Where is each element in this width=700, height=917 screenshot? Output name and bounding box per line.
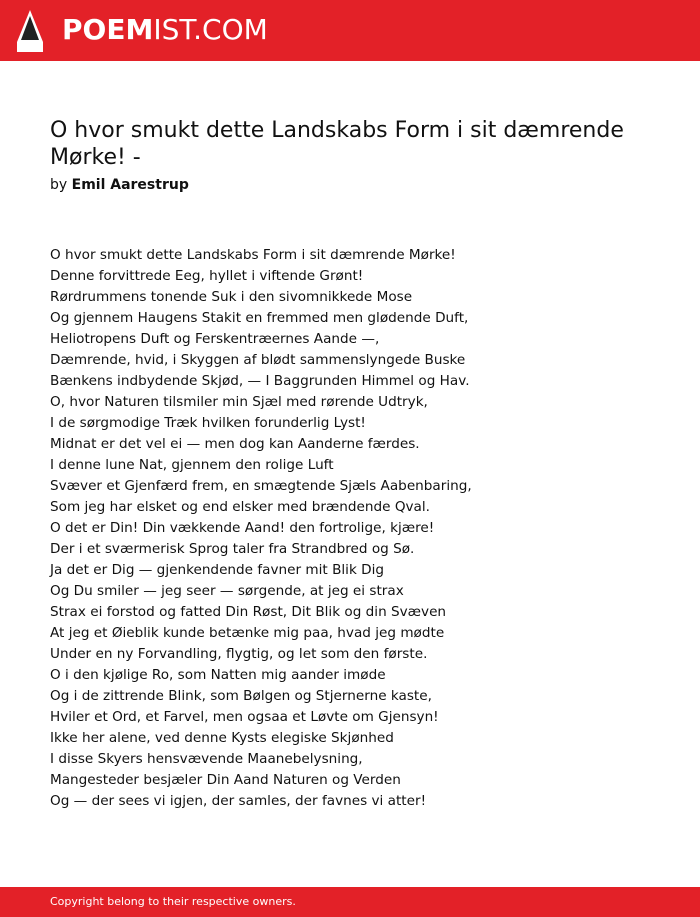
site-footer	[0, 887, 700, 917]
logo-bold-text: POEM	[62, 13, 154, 46]
poem-line: Denne forvittrede Eeg, hyllet i viftende Grønt!	[50, 268, 364, 284]
site-logo[interactable]	[62, 11, 268, 49]
poem-line: Og Du smiler — jeg seer — sørgende, at jeg ei strax	[50, 583, 404, 599]
poem-line: I denne lune Nat, gjennem den rolige Luft	[50, 457, 334, 473]
poem-line: Ja det er Dig — gjenkendende favner mit Blik Dig	[50, 562, 385, 578]
poem-line: Under en ny Forvandling, flygtig, og let som den første.	[50, 646, 428, 662]
site-header	[0, 0, 700, 61]
poem-line: Heliotropens Duft og Ferskentræernes Aande —,	[50, 331, 380, 347]
poem-line: Der i et sværmerisk Sprog taler fra Strandbred og Sø.	[50, 541, 415, 557]
poem-line: I disse Skyers hensvævende Maanebelysning,	[50, 751, 363, 767]
poem-line: Mangesteder besjæler Din Aand Naturen og Verden	[50, 772, 401, 788]
poem-body	[50, 245, 670, 812]
poem-line: Rørdrummens tonende Suk i den sivomnikkede Mose	[50, 289, 413, 305]
poem-line: Midnat er det vel ei — men dog kan Aanderne færdes.	[50, 436, 420, 452]
logo-light-text: IST.COM	[153, 13, 268, 46]
poem-line: I de sørgmodige Træk hvilken forunderlig Lyst!	[50, 415, 366, 431]
poem-line: O hvor smukt dette Landskabs Form i sit dæmrende Mørke!	[50, 247, 456, 263]
poem-line: Og gjennem Haugens Stakit en fremmed men glødende Duft,	[50, 310, 469, 326]
pencil-tip-icon[interactable]	[17, 10, 43, 52]
byline	[50, 175, 189, 195]
author-name[interactable]: Emil Aarestrup	[71, 177, 189, 193]
poem-line: Og i de zittrende Blink, som Bølgen og Stjernerne kaste,	[50, 688, 432, 704]
poem-line: Bænkens indbydende Skjød, — I Baggrunden Himmel og Hav.	[50, 373, 470, 389]
poem-line: At jeg et Øieblik kunde betænke mig paa, hvad jeg mødte	[50, 625, 445, 641]
copyright-text: Copyright belong to their respective owners.	[50, 895, 296, 908]
poem-line: Dæmrende, hvid, i Skyggen af blødt sammenslyngede Buske	[50, 352, 466, 368]
poem-line: O i den kjølige Ro, som Natten mig aander imøde	[50, 667, 386, 683]
poem-line: Svæver et Gjenfærd frem, en smægtende Sjæls Aabenbaring,	[50, 478, 472, 494]
poem-line: Hviler et Ord, et Farvel, men ogsaa et Løvte om Gjensyn!	[50, 709, 439, 725]
poem-line: Strax ei forstod og fatted Din Røst, Dit Blik og din Svæven	[50, 604, 447, 620]
poem-line: O det er Din! Din vækkende Aand! den fortrolige, kjære!	[50, 520, 435, 536]
poem-line: Og — der sees vi igjen, der samles, der favnes vi atter!	[50, 793, 427, 809]
poem-line: Som jeg har elsket og end elsker med brændende Qval.	[50, 499, 430, 515]
poem-title: O hvor smukt dette Landskabs Form i sit dæmrende Mørke! -	[50, 118, 624, 170]
poem-line: Ikke her alene, ved denne Kysts elegiske Skjønhed	[50, 730, 394, 746]
poem-line: O, hvor Naturen tilsmiler min Sjæl med rørende Udtryk,	[50, 394, 428, 410]
by-label: by	[50, 177, 68, 193]
